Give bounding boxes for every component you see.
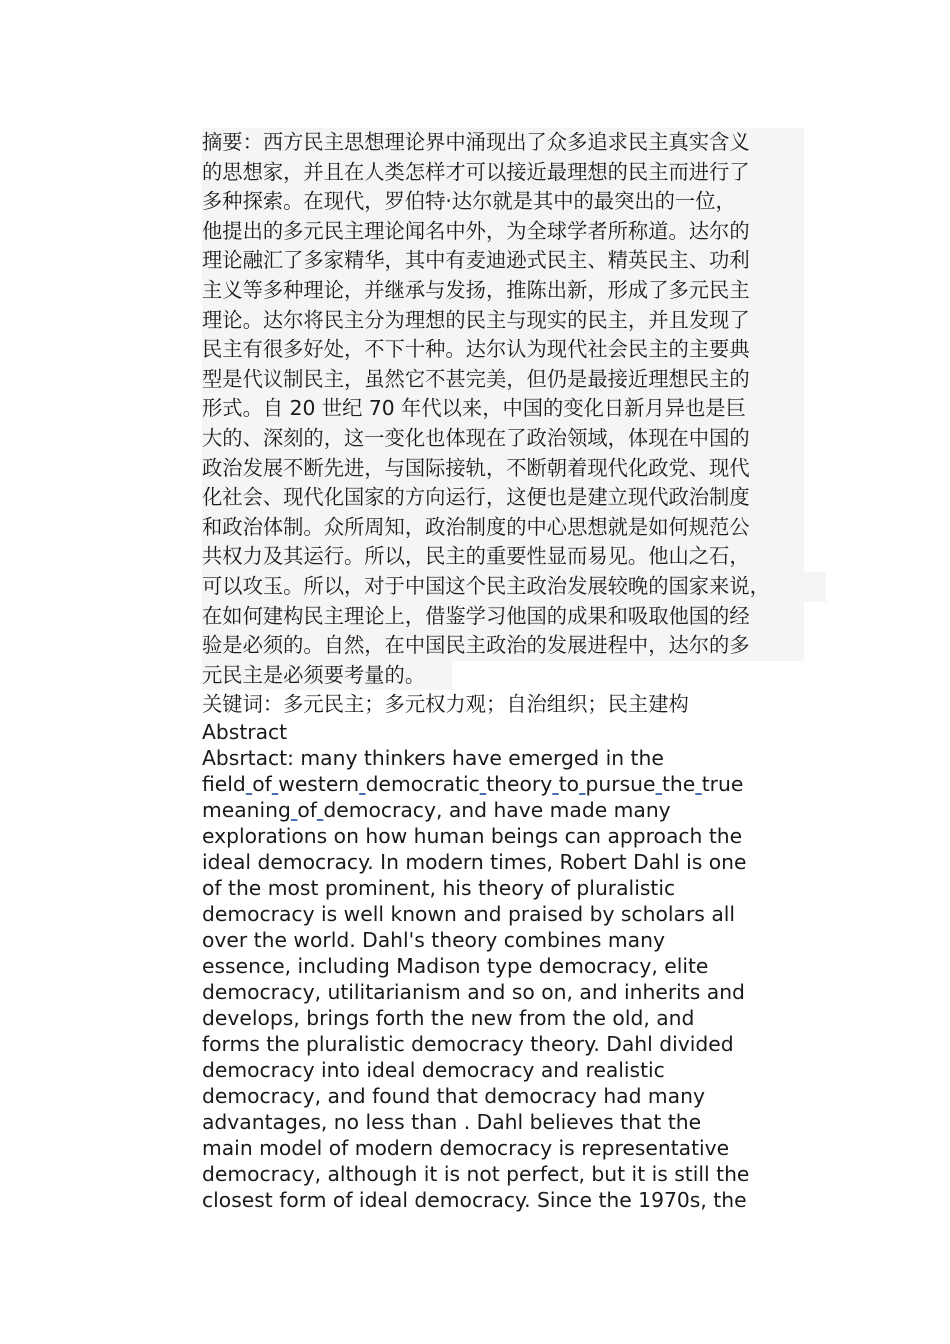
en-line-linked	[202, 797, 822, 823]
zh-line: 形式。自 20 世纪 70 年代以来，中国的变化日新月异也是巨	[202, 394, 804, 424]
zh-line: 多种探索。在现代，罗伯特·达尔就是其中的最突出的一位，	[202, 187, 804, 217]
document-body	[202, 128, 822, 1213]
en-word: of	[297, 798, 317, 823]
en-line-linked	[202, 771, 822, 797]
en-line: closest form of ideal democracy. Since the 1970s, the	[202, 1188, 747, 1213]
en-line: develops, brings forth the new from the old, and	[202, 1006, 695, 1031]
zh-line: 验是必须的。自然，在中国民主政治的发展进程中，达尔的多	[202, 631, 804, 661]
en-word: of	[252, 772, 272, 797]
en-line: main model of modern democracy is representative	[202, 1136, 730, 1161]
en-word: democratic	[365, 772, 480, 797]
en-line: democracy into ideal democracy and realistic	[202, 1058, 665, 1083]
zh-line: 他提出的多元民主理论闻名中外，为全球学者所称道。达尔的	[202, 217, 804, 247]
en-word: true	[701, 772, 744, 797]
en-word: meaning	[202, 798, 291, 823]
zh-line: 化社会、现代化国家的方向运行，这便也是建立现代政治制度	[202, 483, 804, 513]
en-line: democracy is well known and praised by scholars all	[202, 902, 736, 927]
zh-line: 共权力及其运行。所以，民主的重要性显而易见。他山之石，	[202, 542, 804, 572]
en-word: pursue	[585, 772, 656, 797]
en-word: theory	[486, 772, 553, 797]
en-line: democracy, utilitarianism and so on, and inherits and	[202, 980, 745, 1005]
abstract-heading: Abstract	[202, 720, 288, 745]
english-abstract	[202, 745, 822, 1213]
en-word: field	[202, 772, 246, 797]
en-word: the	[661, 772, 696, 797]
zh-line: 理论融汇了多家精华，其中有麦迪逊式民主、精英民主、功利	[202, 246, 804, 276]
zh-line: 主义等多种理论，并继承与发扬，推陈出新，形成了多元民主	[202, 276, 804, 306]
en-line: explorations on how human beings can approach the	[202, 824, 743, 849]
zh-line: 理论。达尔将民主分为理想的民主与现实的民主，并且发现了	[202, 306, 804, 336]
zh-line: 大的、深刻的，这一变化也体现在了政治领域，体现在中国的	[202, 424, 804, 454]
zh-line: 元民主是必须要考量的。	[202, 661, 452, 691]
en-word: western	[278, 772, 360, 797]
en-line: essence, including Madison type democracy, elite	[202, 954, 709, 979]
zh-line: 政治发展不断先进，与国际接轨，不断朝着现代化政党、现代	[202, 454, 804, 484]
en-line: over the world. Dahl's theory combines many	[202, 928, 665, 953]
zh-line: 摘要：西方民主思想理论界中涌现出了众多追求民主真实含义	[202, 128, 804, 158]
en-line: Absrtact: many thinkers have emerged in the	[202, 746, 664, 771]
zh-line: 可以攻玉。所以，对于中国这个民主政治发展较晚的国家来说，	[202, 572, 826, 602]
zh-line: 的思想家，并且在人类怎样才可以接近最理想的民主而进行了	[202, 158, 804, 188]
keywords: 关键词：多元民主；多元权力观；自治组织；民主建构	[202, 692, 689, 717]
en-line: advantages, no less than . Dahl believes that the	[202, 1110, 702, 1135]
en-word: to	[558, 772, 580, 797]
zh-line: 型是代议制民主，虽然它不甚完美，但仍是最接近理想民主的	[202, 365, 804, 395]
en-line: democracy, and found that democracy had many	[202, 1084, 705, 1109]
chinese-abstract	[202, 128, 822, 690]
en-line: ideal democracy. In modern times, Robert Dahl is one	[202, 850, 747, 875]
zh-line: 和政治体制。众所周知，政治制度的中心思想就是如何规范公	[202, 513, 804, 543]
en-line: forms the pluralistic democracy theory. Dahl divided	[202, 1032, 734, 1057]
zh-line: 民主有很多好处，不下十种。达尔认为现代社会民主的主要典	[202, 335, 804, 365]
en-line: democracy, although it is not perfect, but it is still the	[202, 1162, 750, 1187]
zh-line: 在如何建构民主理论上，借鉴学习他国的成果和吸取他国的经	[202, 602, 804, 632]
en-line: of the most prominent, his theory of pluralistic	[202, 876, 676, 901]
en-word: democracy, and have made many	[323, 798, 671, 823]
